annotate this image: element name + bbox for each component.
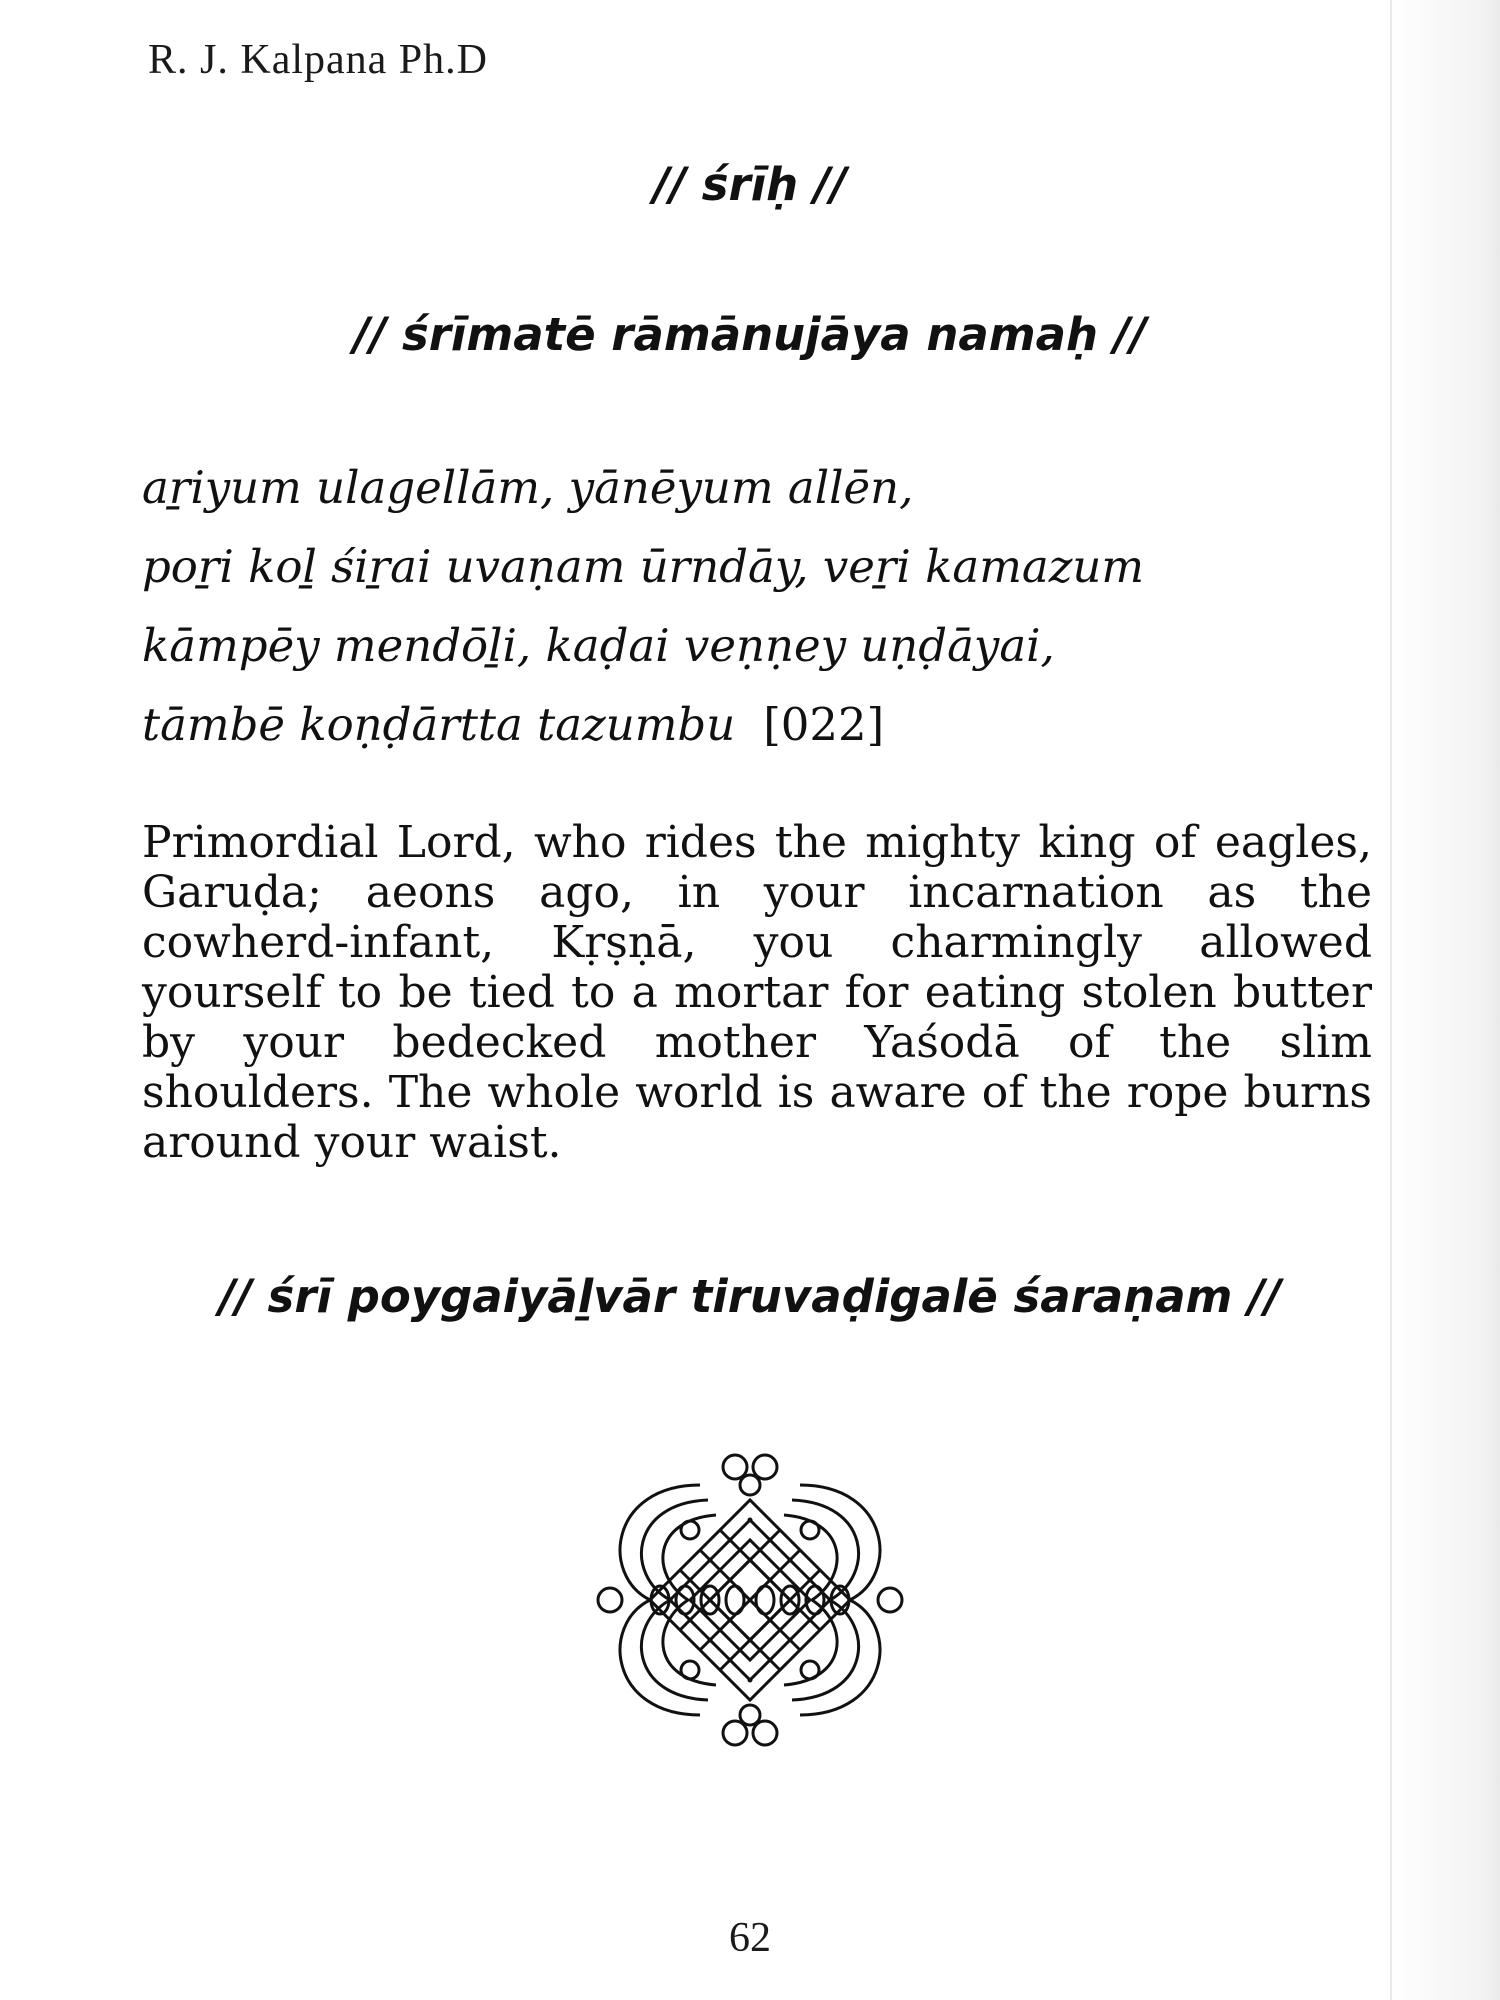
- salutation-poygai-alvar: // śrī poygaiyāḻvār tiruvaḍigalē śaraṇam //: [219, 1270, 1281, 1323]
- verse-line-1: aṟiyum ulagellām, yānēyum allēn,: [142, 461, 914, 514]
- running-header-author: R. J. Kalpana Ph.D: [148, 37, 488, 83]
- kolam-ornament-icon: [590, 1445, 910, 1755]
- invocation-ramanuja: // śrīmatē rāmānujāya namaḥ //: [353, 308, 1147, 361]
- page-edge-line: [1390, 0, 1392, 2000]
- translation-paragraph: Primordial Lord, who rides the mighty king of eagles, Garuḍa; aeons ago, in your incarnation as the cowherd-infant, Kṛṣṇā, you charmingly allowed yourself to be tied to a mortar for eating stolen butter by your bedecked mother Yaśodā of the slim shoulders. The whole world is aware of the rope burns around your waist.: [142, 817, 1372, 1168]
- invocation-srih: // śrīḥ //: [653, 158, 847, 211]
- verse-line-2: poṟi koḻ śiṟai uvaṇam ūrndāy, veṟi kamazum: [142, 540, 1145, 593]
- verse-number: [022]: [763, 698, 885, 751]
- verse-line-4-text: tāmbē koṇḍārtta tazumbu: [142, 698, 736, 751]
- page-edge-shadow: [1390, 0, 1500, 2000]
- verse-block: [142, 448, 1292, 764]
- page-number: 62: [729, 1915, 771, 1961]
- verse-line-3: kāmpēy mendōḻi, kaḍai veṇṇey uṇḍāyai,: [142, 619, 1055, 672]
- verse-line-4: [142, 685, 1292, 764]
